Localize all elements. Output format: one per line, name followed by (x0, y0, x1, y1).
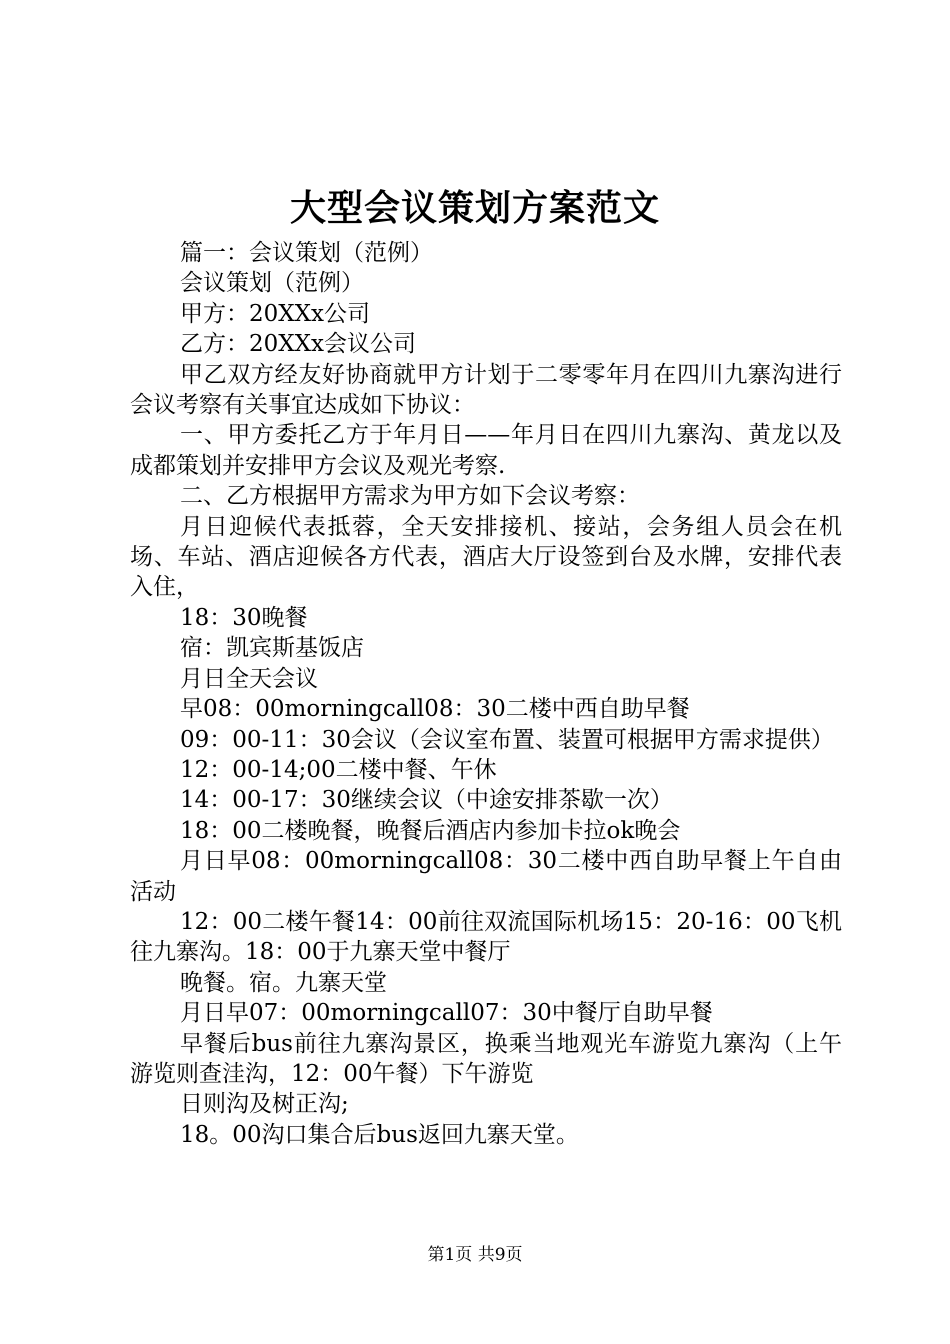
paragraph: 18：00二楼晚餐，晚餐后酒店内参加卡拉ok晚会 (180, 817, 681, 844)
paragraph: 晚餐。宿。九寨天堂 (180, 969, 387, 996)
paragraph: 09：00-11：30会议（会议室布置、装置可根据甲方需求提供） (180, 726, 834, 753)
paragraph: 12：00-14;00二楼中餐、午休 (180, 756, 497, 783)
paragraph: 宿：凯宾斯基饭店 (180, 635, 364, 662)
paragraph: 乙方：20XXx会议公司 (180, 331, 416, 358)
paragraph: 二、乙方根据甲方需求为甲方如下会议考察： (180, 483, 640, 510)
paragraph: 甲方：20XXx公司 (180, 300, 370, 327)
document-body (130, 238, 842, 1150)
paragraph: 12：00二楼午餐14：00前往双流国际机场15：20-16：00飞机往九寨沟。18：00于九寨天堂中餐厅 (130, 908, 842, 966)
paragraph: 早08：00morningcall08：30二楼中西自助早餐 (180, 696, 690, 723)
paragraph: 月日迎候代表抵蓉，全天安排接机、接站，会务组人员会在机场、车站、酒店迎候各方代表，酒店大厅设签到台及水牌，安排代表入住， (130, 513, 842, 601)
paragraph: 月日全天会议 (180, 665, 318, 692)
paragraph: 早餐后bus前往九寨沟景区，换乘当地观光车游览九寨沟（上午游览则查洼沟，12：00午餐）下午游览 (130, 1030, 842, 1087)
paragraph: 会议策划（范例） (180, 270, 364, 297)
paragraph: 日则沟及树正沟; (180, 1091, 349, 1118)
paragraph: 月日早07：00morningcall07：30中餐厅自助早餐 (180, 1000, 713, 1027)
paragraph: 篇一：会议策划（范例） (180, 240, 433, 266)
paragraph: 18。00沟口集合后bus返回九寨天堂。 (180, 1121, 579, 1148)
paragraph: 月日早08：00morningcall08：30二楼中西自助早餐上午自由活动 (130, 848, 842, 905)
paragraph: 14：00-17：30继续会议（中途安排茶歇一次） (180, 787, 673, 814)
paragraph: 18：30晚餐 (180, 604, 308, 631)
paragraph: 一、甲方委托乙方于年月日——年月日在四川九寨沟、黄龙以及成都策划并安排甲方会议及观光考察. (130, 422, 842, 479)
paragraph: 甲乙双方经友好协商就甲方计划于二零零年月在四川九寨沟进行会议考察有关事宜达成如下协议： (130, 361, 842, 419)
page-indicator: 第1页 共9页 (427, 1245, 523, 1265)
document-title: 大型会议策划方案范文 (289, 187, 660, 229)
